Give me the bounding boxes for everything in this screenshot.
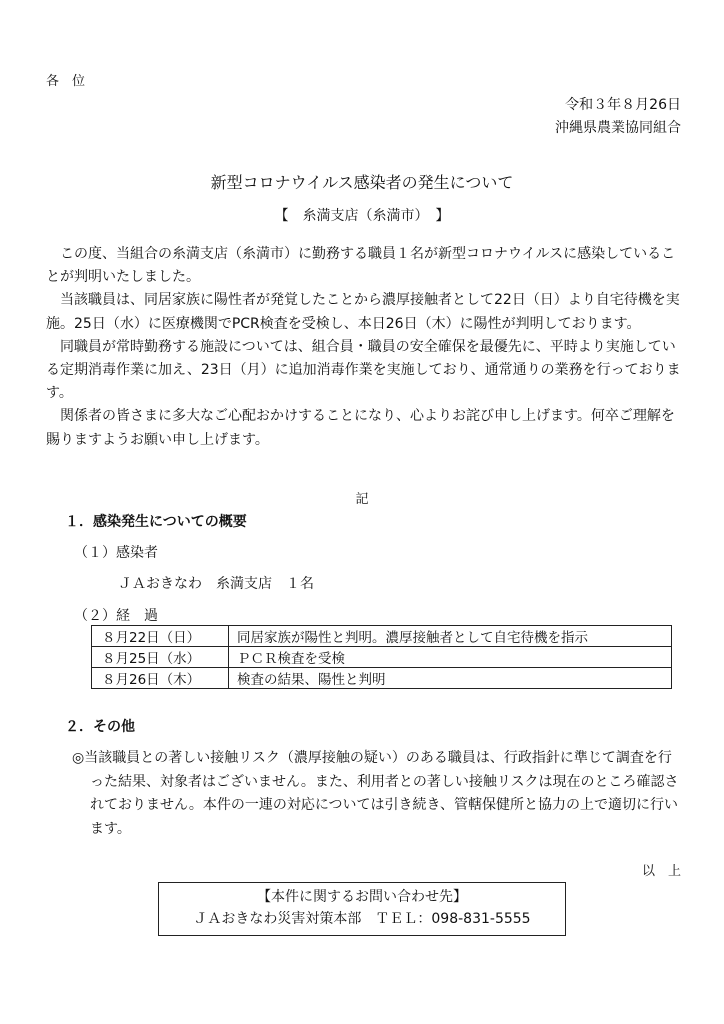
body-paragraph: 同職員が常時勤務する施設については、組合員・職員の安全確保を最優先に、平時より実施している定期消毒作業に加え、23日（月）に追加消毒作業を実施しており、通常通りの業務を行っております。 (46, 338, 681, 402)
timeline-table (91, 625, 672, 689)
organization-name: 沖縄県農業協同組合 (555, 120, 681, 136)
body-paragraph: 当該職員は、同居家族に陽性者が発覚したことから濃厚接触者として22日（日）より自宅待機を実施。25日（水）に医療機関でPCR検査を受検し、本日26日（木）に陽性が判明しております。 (46, 292, 680, 332)
timeline-date: ８月26日（木） (92, 668, 229, 689)
addressee: 各 位 (46, 74, 86, 89)
contact-title: 【本件に関するお問い合わせ先】 (257, 889, 467, 905)
contact-box (158, 882, 566, 936)
timeline-event: 検査の結果、陽性と判明 (229, 668, 672, 689)
closing-mark: 以 上 (641, 864, 681, 879)
table-row (92, 647, 672, 668)
infected-label: （１）感染者 (74, 545, 158, 561)
timeline-event: 同居家族が陽性と判明。濃厚接触者として自宅待機を指示 (229, 626, 672, 647)
note-text: ◎当該職員との著しい接触リスク（濃厚接触の疑い）のある職員は、行政指針に準じて調査を行った結果、対象者はございません。また、利用者との著しい接触リスクは現在のところ確認されておりません。本件の一連の対応については引き続き、管轄保健所と協力の上で適切に行います。 (72, 750, 679, 837)
section1-heading: １．感染発生についての概要 (65, 514, 247, 530)
timeline-date: ８月22日（日） (92, 626, 229, 647)
body-text (46, 243, 682, 452)
body-paragraph: この度、当組合の糸満支店（糸満市）に勤務する職員１名が新型コロナウイルスに感染していることが判明いたしました。 (46, 246, 676, 286)
body-paragraph: 関係者の皆さまに多大なご心配おかけすることになり、心よりお詫び申し上げます。何卒ご理解を賜りますようお願い申し上げます。 (46, 408, 675, 448)
ki-label: 記 (355, 492, 369, 507)
page-title: 新型コロナウイルス感染者の発生について (210, 173, 514, 192)
timeline-event: ＰＣＲ検査を受検 (229, 647, 672, 668)
document-date: 令和３年８月26日 (565, 97, 681, 113)
infected-value: ＪＡおきなわ 糸満支店 １名 (118, 576, 314, 592)
table-row (92, 668, 672, 689)
page-subtitle: 【 糸満支店（糸満市） 】 (274, 208, 450, 224)
table-row (92, 626, 672, 647)
section2-heading: ２．その他 (65, 719, 135, 735)
timeline-label: （２）経 過 (74, 608, 158, 624)
timeline-date: ８月25日（水） (92, 647, 229, 668)
contact-line: ＪＡおきなわ災害対策本部 ＴＥＬ：098-831-5555 (193, 911, 531, 927)
other-note (72, 747, 684, 841)
